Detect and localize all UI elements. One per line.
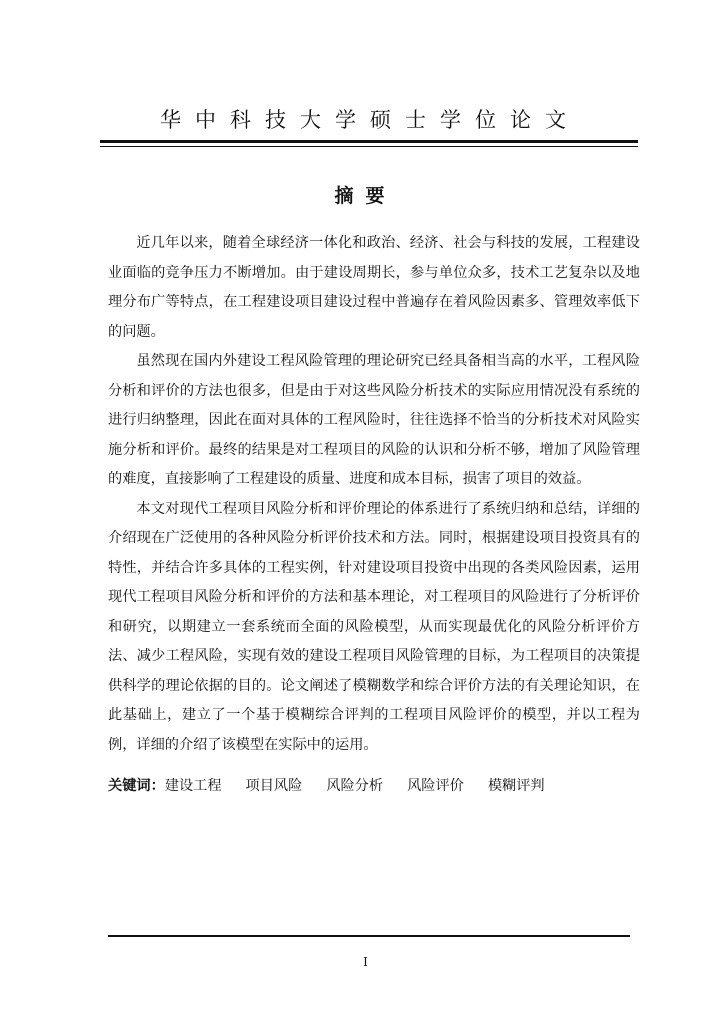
abstract-paragraph-1: 近几年以来，随着全球经济一体化和政治、经济、社会与科技的发展，工程建设业面临的竞争压力不断增加。由于建设周期长，参与单位众多，技术工艺复杂以及地理分布广等特点，在工程建设项目建设过程中普遍存在着风险因素多、管理效率低下的问题。 <box>108 235 640 340</box>
thesis-header-title: 华中科技大学硕士学位论文 <box>160 108 580 132</box>
page-number: I <box>363 955 368 969</box>
keyword-item: 项目风险 <box>245 778 303 794</box>
abstract-heading: 摘要 <box>334 185 397 207</box>
abstract-paragraph-3: 本文对现代工程项目风险分析和评价理论的体系进行了系统归纳和总结，详细的介绍现在广泛使用的各种风险分析评价技术和方法。同时，根据建设项目投资具有的特性，并结合许多具体的工程实例，针对建设项目投资中出现的各类风险因素，运用现代工程项目风险分析和评价的方法和基本理论，对工程项目的风险进行了分析评价和研究，以期建立一套系统而全面的风险模型，从而实现最优化的风险分析评价方法、减少工程风险，实现有效的建设工程项目风险管理的目标，为工程项目的决策提供科学的理论依据的目的。论文阐述了模糊数学和综合评价方法的有关理论知识，在此基础上，建立了一个基于模糊综合评判的工程项目风险评价的模型，并以工程为例，详细的介绍了该模型在实际中的运用。 <box>108 500 640 753</box>
keyword-item: 模糊评判 <box>487 778 545 794</box>
abstract-body <box>108 229 640 760</box>
header-rule-thick <box>100 140 638 143</box>
footer-rule <box>108 935 630 937</box>
abstract-paragraph-2: 虽然现在国内外建设工程风险管理的理论研究已经具备相当高的水平，工程风险分析和评价的方法也很多，但是由于对这些风险分析技术的实际应用情况没有系统的进行归纳整理，因此在面对具体的工程风险时，往往选择不恰当的分析技术对风险实施分析和评价。最终的结果是对工程项目的风险的认识和分析不够，增加了风险管理的难度，直接影响了工程建设的质量、进度和成本目标，损害了项目的效益。 <box>108 353 640 487</box>
keyword-item: 建设工程 <box>164 778 222 794</box>
keyword-item: 风险评价 <box>407 778 464 794</box>
keywords-line <box>108 775 648 795</box>
keyword-item: 风险分析 <box>326 778 384 794</box>
header-rule-thin <box>100 146 638 147</box>
keywords-label: 关键词： <box>108 778 165 794</box>
